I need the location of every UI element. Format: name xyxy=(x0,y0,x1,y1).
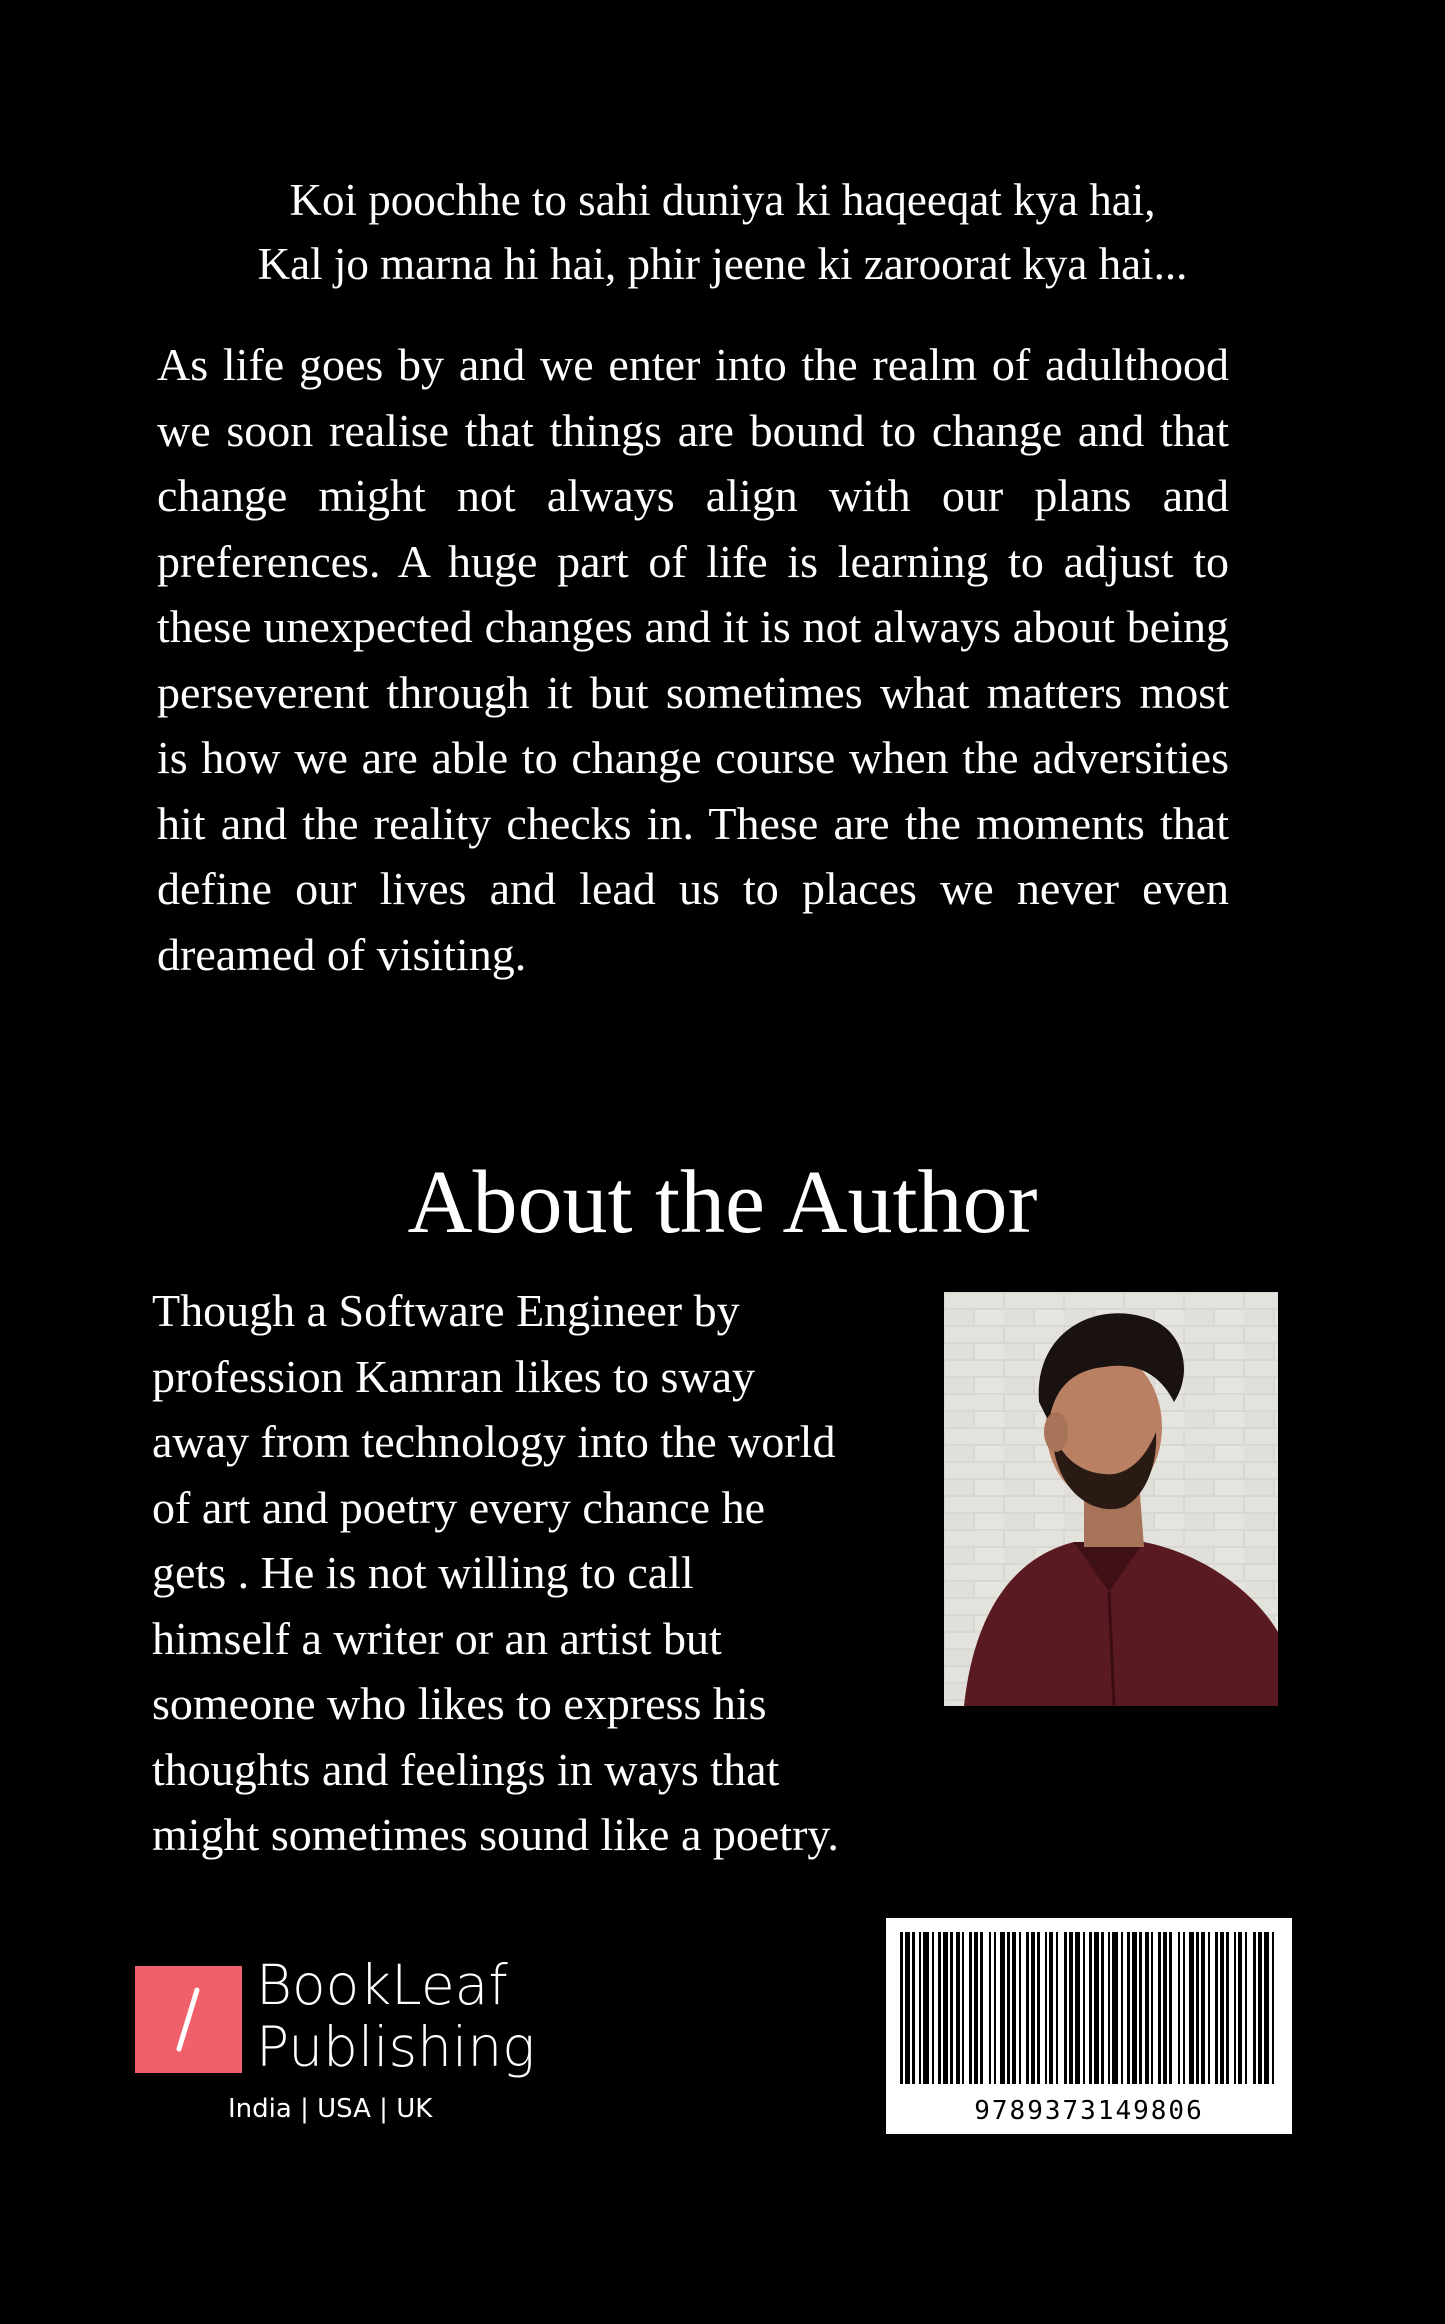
barcode-bar xyxy=(1101,1932,1104,2084)
barcode-bar xyxy=(989,1932,991,2084)
barcode-bar xyxy=(962,1932,964,2084)
barcode-bar xyxy=(1183,1932,1185,2084)
barcode-bar xyxy=(1031,1932,1035,2084)
barcode-bar xyxy=(1201,1932,1205,2084)
barcode-bar xyxy=(1132,1932,1137,2084)
barcode-bar xyxy=(1178,1932,1180,2084)
poem-line-1: Koi poochhe to sahi duniya ki haqeeqat kya hai, xyxy=(289,175,1156,225)
barcode-bar xyxy=(1226,1932,1229,2084)
epigraph-poem xyxy=(0,168,1445,296)
publisher-name-line1: BookLeaf xyxy=(256,1953,508,2017)
barcode-bar xyxy=(1056,1932,1058,2084)
barcode-bar xyxy=(1272,1932,1274,2084)
barcode-bar xyxy=(1215,1932,1218,2084)
poem-line-2: Kal jo marna hi hai, phir jeene ki zaroorat kya hai... xyxy=(257,239,1188,289)
bio-line: someone who likes to express his xyxy=(152,1678,767,1729)
barcode-bar xyxy=(1094,1932,1099,2084)
author-photo xyxy=(944,1292,1278,1706)
barcode-bar xyxy=(1163,1932,1167,2084)
bio-line: of art and poetry every chance he xyxy=(152,1481,766,1533)
barcode-bar xyxy=(932,1932,934,2084)
barcode-bar xyxy=(994,1932,996,2084)
barcode-bar xyxy=(943,1932,948,2084)
barcode-bar xyxy=(919,1932,921,2084)
publisher-regions: India | USA | UK xyxy=(228,2094,433,2124)
barcode-bar xyxy=(1112,1932,1118,2084)
author-bio xyxy=(152,1278,922,1868)
barcode-bar xyxy=(1151,1932,1153,2084)
barcode-bar xyxy=(1189,1932,1194,2084)
barcode-bar xyxy=(1049,1932,1053,2084)
barcode-bar xyxy=(1019,1932,1021,2084)
barcode-bar xyxy=(974,1932,978,2084)
barcode-bar xyxy=(1169,1932,1172,2084)
barcode-bar xyxy=(1007,1932,1010,2084)
barcode-bar xyxy=(1089,1932,1092,2084)
isbn-barcode xyxy=(886,1918,1292,2134)
publisher-name xyxy=(256,1954,535,2078)
barcode-bar xyxy=(1196,1932,1199,2084)
bio-line: thoughts and feelings in ways that xyxy=(152,1743,780,1795)
barcode-bar xyxy=(1258,1932,1262,2084)
bio-line: gets . He is not willing to call xyxy=(152,1547,694,1598)
barcode-bar xyxy=(1045,1932,1047,2084)
barcode-bar xyxy=(1253,1932,1256,2084)
barcode-bar xyxy=(1127,1932,1130,2084)
isbn-number: 9789373149806 xyxy=(974,2096,1204,2126)
barcode-bar xyxy=(1234,1932,1236,2084)
barcode-bar xyxy=(938,1932,941,2084)
barcode-bar xyxy=(1245,1932,1247,2084)
barcode-bar xyxy=(980,1932,983,2084)
barcode-bar xyxy=(1026,1932,1029,2084)
publisher-name-line2: Publishing xyxy=(256,2015,536,2079)
about-author-heading: About the Author xyxy=(407,1153,1038,1252)
barcode-bar xyxy=(1264,1932,1269,2084)
barcode-bar xyxy=(1037,1932,1040,2084)
barcode-bar xyxy=(1000,1932,1005,2084)
barcode-bar xyxy=(1069,1932,1073,2084)
bio-line: might sometimes sound like a poetry. xyxy=(152,1809,839,1860)
barcode-bar xyxy=(1145,1932,1149,2084)
barcode-bar xyxy=(1012,1932,1016,2084)
barcode-bar xyxy=(912,1932,915,2084)
barcode-bar xyxy=(1208,1932,1210,2084)
bio-line: Though a Software Engineer by xyxy=(152,1285,740,1336)
barcode-bar xyxy=(950,1932,953,2084)
barcode-bar xyxy=(923,1932,929,2084)
barcode-bar xyxy=(1064,1932,1067,2084)
barcode-bar xyxy=(905,1932,910,2084)
bio-line: away from technology into the world xyxy=(152,1416,836,1467)
book-blurb: As life goes by and we enter into the realm of adulthood we soon realise that things are bound to change and that change might not always align with our plans and preferences. A huge part of life is learning to adjust to these unexpected changes and it is not always about being perseverent through it but sometimes what matters most is how we are able to change course when the adversities hit and the reality checks in. These are the moments that define our lives and lead us to places we never even dreamed of visiting. xyxy=(157,339,1229,980)
barcode-bar xyxy=(900,1932,903,2084)
barcode-bar xyxy=(1220,1932,1224,2084)
barcode-bar xyxy=(1238,1932,1242,2084)
barcode-bar xyxy=(1158,1932,1161,2084)
barcode-bar xyxy=(1139,1932,1142,2084)
barcode-bar xyxy=(1083,1932,1085,2084)
bio-line: profession Kamran likes to sway xyxy=(152,1350,755,1402)
barcode-bar xyxy=(1075,1932,1080,2084)
bookleaf-logo-mark xyxy=(135,1966,242,2073)
bio-line: himself a writer or an artist but xyxy=(152,1612,722,1664)
barcode-bar xyxy=(956,1932,960,2084)
barcode-bar xyxy=(969,1932,972,2084)
barcode-bar xyxy=(1121,1932,1123,2084)
barcode-bar xyxy=(1108,1932,1110,2084)
